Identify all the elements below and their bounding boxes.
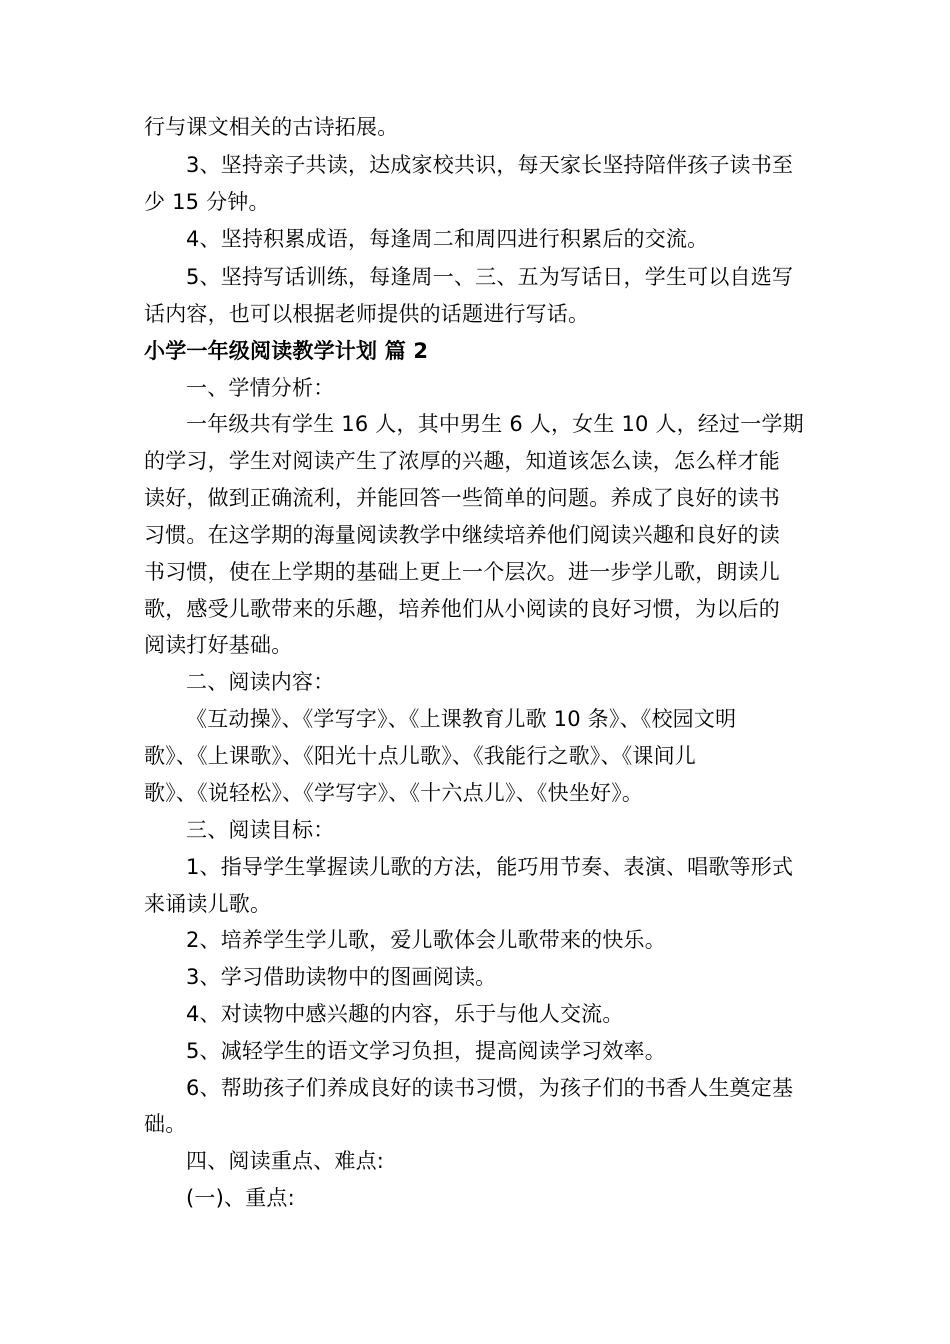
paragraph-line: 《互动操》、《学写字》、《上课教育儿歌 10 条》、《校园文明: [186, 707, 737, 731]
paragraph-line: 2、培养学生学儿歌，爱儿歌体会儿歌带来的快乐。: [186, 928, 666, 952]
paragraph-line: 3、坚持亲子共读，达成家校共识，每天家长坚持陪伴孩子读书至: [186, 153, 794, 177]
paragraph-line: 歌》、《说轻松》、《学写字》、《十六点儿》、《快坐好》。: [144, 781, 644, 805]
paragraph-line: 6、帮助孩子们养成良好的读书习惯，为孩子们的书香人生奠定基: [186, 1076, 794, 1100]
subheading-line: 三、阅读目标：: [186, 818, 335, 842]
subheading-line: 一、学情分析：: [186, 376, 335, 400]
paragraph-line: 书习惯，使在上学期的基础上更上一个层次。进一步学儿歌，朗读儿: [144, 560, 780, 584]
paragraph-line: 读好，做到正确流利，并能回答一些简单的问题。养成了良好的读书: [144, 486, 780, 510]
subheading-line: 四、阅读重点、难点:: [186, 1149, 385, 1173]
paragraph-line: 4、对读物中感兴趣的内容，乐于与他人交流。: [186, 1002, 624, 1026]
paragraph-line: 歌，感受儿歌带来的乐趣，培养他们从小阅读的良好习惯，为以后的: [144, 597, 780, 621]
paragraph-line: 行与课文相关的古诗拓展。: [144, 115, 399, 139]
paragraph-line: 习惯。在这学期的海量阅读教学中继续培养他们阅读兴趣和良好的读: [144, 523, 780, 547]
section-heading: 小学一年级阅读教学计划 篇 2: [144, 339, 429, 363]
paragraph-line: 础。: [144, 1112, 187, 1136]
paragraph-line: 3、学习借助读物中的图画阅读。: [186, 965, 497, 989]
subheading-line: (一)、重点:: [186, 1186, 295, 1210]
paragraph-line: 少 15 分钟。: [144, 190, 270, 214]
paragraph-line: 的学习，学生对阅读产生了浓厚的兴趣，知道该怎么读，怎么样才能: [144, 449, 780, 473]
paragraph-line: 5、减轻学生的语文学习负担，提高阅读学习效率。: [186, 1039, 666, 1063]
paragraph-line: 来诵读儿歌。: [144, 892, 272, 916]
paragraph-line: 1、指导学生掌握读儿歌的方法，能巧用节奏、表演、唱歌等形式: [186, 855, 794, 879]
subheading-line: 二、阅读内容：: [186, 670, 335, 694]
paragraph-line: 4、坚持积累成语，每逢周二和周四进行积累后的交流。: [186, 227, 709, 251]
paragraph-line: 5、坚持写话训练，每逢周一、三、五为写话日，学生可以自选写: [186, 265, 794, 289]
paragraph-line: 话内容，也可以根据老师提供的话题进行写话。: [144, 302, 590, 326]
paragraph-line: 歌》、《上课歌》、《阳光十点儿歌》、《我能行之歌》、《课间儿: [144, 744, 696, 768]
paragraph-line: 一年级共有学生 16 人，其中男生 6 人，女生 10 人，经过一学期: [186, 412, 804, 436]
paragraph-line: 阅读打好基础。: [144, 633, 293, 657]
